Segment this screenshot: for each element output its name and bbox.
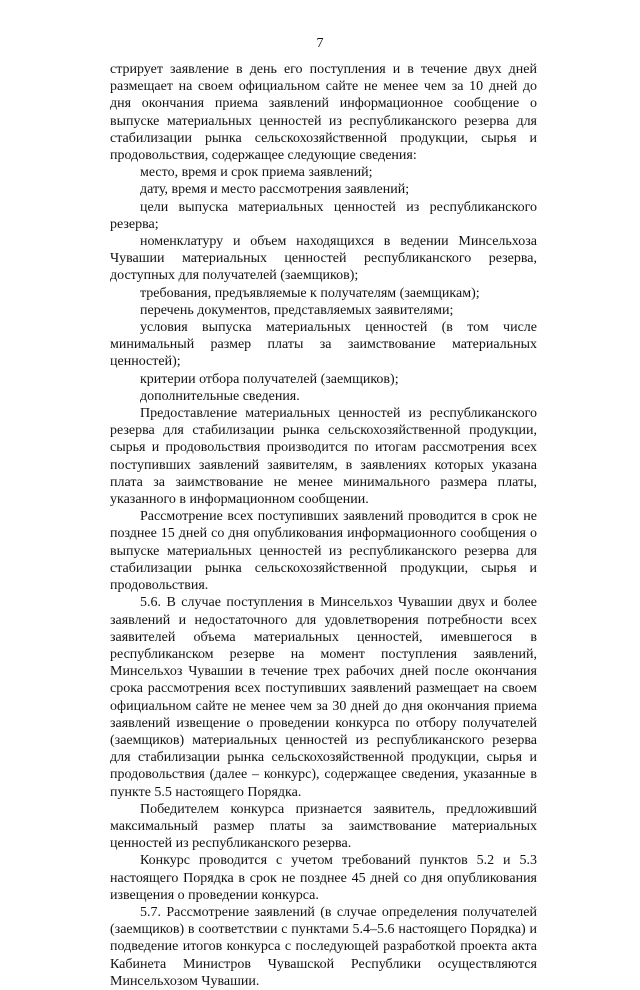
list-item-place-time: место, время и срок приема заявлений; — [140, 165, 373, 181]
paragraph-review-term: Рассмотрение всех поступивших заявлений проводится в срок не позднее 15 дней со дня опубликования информационного сообщения о выпуске материальных ценностей из республиканского резерва для стабилизации рынка сельскохозяйственной продукции, сырья и продовольствия. — [110, 509, 537, 594]
paragraph-5-6: 5.6. В случае поступления в Минсельхоз Чувашии двух и более заявлений и недостаточного для удовлетворения потребности всех заявителей объема материальных ценностей, имевшегося в республиканском резерве на момент поступления заявлений, Минсельхоз Чувашии в течение трех рабочих дней после окончания срока рассмотрения всех поступивших заявлений размещает на своем официальном сайте не менее чем за 30 дней до дня окончания приема заявлений извещение о проведении конкурса по отбору получателей (заемщиков) материальных ценностей из республиканского резерва для стабилизации рынка сельскохозяйственной продукции, сырья и продовольствия (далее – конкурс), содержащее сведения, указанные в пункте 5.5 настоящего Порядка. — [110, 595, 537, 800]
list-item-conditions: условия выпуска материальных ценностей (в том числе минимальный размер платы за заимствование материальных ценностей); — [110, 320, 537, 370]
document-body — [110, 61, 537, 990]
list-item-nomenclature: номенклатуру и объем находящихся в ведении Минсельхоза Чувашии материальных ценностей республиканского резерва, доступных для получателей (заемщиков); — [110, 234, 537, 284]
paragraph-provision: Предоставление материальных ценностей из республиканского резерва для стабилизации рынка сельскохозяйственной продукции, сырья и продовольствия производится по итогам рассмотрения всех поступивших заявлений заявителям, в заявлениях которых указана плата за заимствование не менее минимального размера платы, указанного в информационном сообщении. — [110, 406, 537, 508]
paragraph-5-7: 5.7. Рассмотрение заявлений (в случае определения получателей (заемщиков) в соответствии с пунктами 5.4–5.6 настоящего Порядка) и подведение итогов конкурса с последующей разработкой проекта акта Кабинета Министров Чувашской Республики осуществляются Минсельхозом Чувашии. — [110, 904, 537, 989]
list-item-review-date: дату, время и место рассмотрения заявлений; — [140, 182, 410, 198]
list-item-criteria: критерии отбора получателей (заемщиков); — [140, 371, 399, 387]
paragraph-continuation: стрирует заявление в день его поступления и в течение двух дней размещает на своем официальном сайте не менее чем за 10 дней до дня окончания приема заявлений информационное сообщение о выпуске материальных ценностей из республиканского резерва для стабилизации рынка сельскохозяйственной продукции, сырья и продовольствия, содержащее следующие сведения: — [110, 62, 537, 164]
list-item-goals: цели выпуска материальных ценностей из республиканского резерва; — [110, 199, 537, 232]
list-item-additional: дополнительные сведения. — [140, 388, 300, 404]
paragraph-winner: Победителем конкурса признается заявитель, предложивший максимальный размер платы за заимствование материальных ценностей из республиканского резерва. — [110, 801, 537, 852]
page-number: 7 — [316, 36, 324, 51]
list-item-documents: перечень документов, представляемых заявителями; — [140, 302, 454, 318]
list-item-requirements: требования, предъявляемые к получателям (заемщикам); — [140, 285, 480, 301]
paragraph-contest-term: Конкурс проводится с учетом требований пунктов 5.2 и 5.3 настоящего Порядка в срок не позднее 45 дней со дня опубликования извещения о проведении конкурса. — [110, 853, 537, 903]
